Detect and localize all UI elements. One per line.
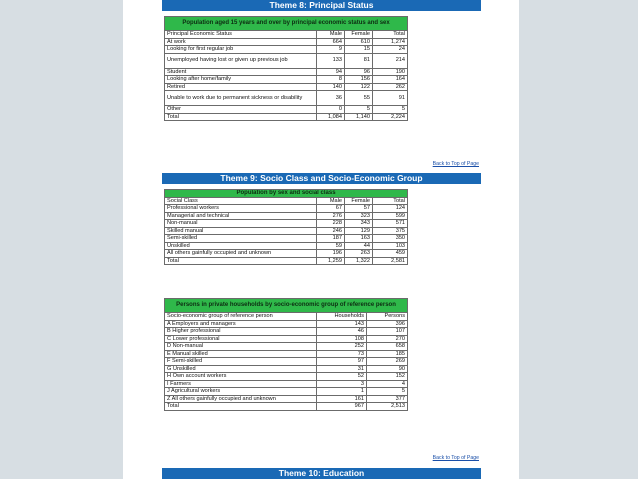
cell-value: 262	[373, 83, 408, 91]
cell-value: 107	[367, 328, 408, 336]
row-label: All others gainfully occupied and unknown	[165, 250, 317, 258]
cell-value: 8	[317, 76, 345, 84]
cell-value: 73	[317, 350, 367, 358]
table-header-row	[165, 31, 408, 39]
table-row	[165, 242, 408, 250]
cell-value: 46	[317, 328, 367, 336]
cell-value: 97	[317, 358, 367, 366]
table-row	[165, 380, 408, 388]
table-row	[165, 250, 408, 258]
row-label: Unskilled	[165, 242, 317, 250]
cell-value: 103	[373, 242, 408, 250]
column-header: Female	[345, 31, 373, 39]
table-row	[165, 320, 408, 328]
table-row	[165, 53, 408, 68]
cell-value: 1,274	[373, 38, 408, 46]
cell-value: 4	[367, 380, 408, 388]
cell-value: 9	[317, 46, 345, 54]
cell-value: 133	[317, 53, 345, 68]
table-header-row	[165, 313, 408, 321]
row-label: Total	[165, 403, 317, 411]
table-row	[165, 83, 408, 91]
cell-value: 375	[373, 227, 408, 235]
cell-value: 2,513	[367, 403, 408, 411]
row-label: Unemployed having lost or given up previous job	[165, 53, 317, 68]
cell-value: 1,084	[317, 113, 345, 121]
table-row	[165, 328, 408, 336]
cell-value: 94	[317, 68, 345, 76]
back-to-top-link[interactable]: Back to Top of Page	[432, 161, 479, 167]
row-label: J Agricultural workers	[165, 388, 317, 396]
table-total-row	[165, 113, 408, 121]
cell-value: 31	[317, 365, 367, 373]
table-row	[165, 38, 408, 46]
cell-value: 571	[373, 220, 408, 228]
cell-value: 377	[367, 395, 408, 403]
cell-value: 187	[317, 235, 345, 243]
column-header: Female	[345, 197, 373, 205]
row-label: Non-manual	[165, 220, 317, 228]
cell-value: 52	[317, 373, 367, 381]
cell-value: 599	[373, 212, 408, 220]
table-row	[165, 343, 408, 351]
cell-value: 5	[345, 106, 373, 114]
theme9-heading: Theme 9: Socio Class and Socio-Economic Group	[162, 173, 481, 184]
cell-value: 1	[317, 388, 367, 396]
row-label: E Manual skilled	[165, 350, 317, 358]
column-header: Households	[317, 313, 367, 321]
cell-value: 91	[373, 91, 408, 106]
cell-value: 122	[345, 83, 373, 91]
row-label: G Unskilled	[165, 365, 317, 373]
cell-value: 196	[317, 250, 345, 258]
table-row	[165, 91, 408, 106]
cell-value: 658	[367, 343, 408, 351]
cell-value: 3	[317, 380, 367, 388]
row-label: Total	[165, 113, 317, 121]
row-label: Total	[165, 257, 317, 265]
cell-value: 152	[367, 373, 408, 381]
table-row	[165, 106, 408, 114]
cell-value: 5	[373, 106, 408, 114]
table-row	[165, 395, 408, 403]
row-label: Retired	[165, 83, 317, 91]
table-row	[165, 68, 408, 76]
cell-value: 15	[345, 46, 373, 54]
table-row	[165, 350, 408, 358]
table-row	[165, 76, 408, 84]
cell-value: 140	[317, 83, 345, 91]
theme10-heading: Theme 10: Education	[162, 468, 481, 479]
cell-value: 44	[345, 242, 373, 250]
cell-value: 459	[373, 250, 408, 258]
column-header: Persons	[367, 313, 408, 321]
cell-value: 67	[317, 205, 345, 213]
table-row	[165, 335, 408, 343]
row-label: At work	[165, 38, 317, 46]
cell-value: 214	[373, 53, 408, 68]
row-label: A Employers and managers	[165, 320, 317, 328]
cell-value: 323	[345, 212, 373, 220]
row-label: B Higher professional	[165, 328, 317, 336]
cell-value: 967	[317, 403, 367, 411]
cell-value: 2,581	[373, 257, 408, 265]
row-label: Semi-skilled	[165, 235, 317, 243]
cell-value: 343	[345, 220, 373, 228]
table-row	[165, 373, 408, 381]
row-label: Managerial and technical	[165, 212, 317, 220]
cell-value: 24	[373, 46, 408, 54]
row-label: Z All others gainfully occupied and unknown	[165, 395, 317, 403]
cell-value: 96	[345, 68, 373, 76]
row-label: Unable to work due to permanent sickness or disability	[165, 91, 317, 106]
row-label: D Non-manual	[165, 343, 317, 351]
table-row	[165, 388, 408, 396]
column-header: Principal Economic Status	[165, 31, 317, 39]
column-header: Total	[373, 197, 408, 205]
table-row	[165, 365, 408, 373]
cell-value: 108	[317, 335, 367, 343]
cell-value: 81	[345, 53, 373, 68]
cell-value: 5	[367, 388, 408, 396]
row-label: Other	[165, 106, 317, 114]
table-row	[165, 358, 408, 366]
column-header: Socio-economic group of reference person	[165, 313, 317, 321]
row-label: H Own account workers	[165, 373, 317, 381]
cell-value: 129	[345, 227, 373, 235]
cell-value: 270	[367, 335, 408, 343]
row-label: I Farmers	[165, 380, 317, 388]
row-label: C Lower professional	[165, 335, 317, 343]
cell-value: 276	[317, 212, 345, 220]
row-label: Professional workers	[165, 205, 317, 213]
cell-value: 59	[317, 242, 345, 250]
social-class-table	[164, 189, 408, 265]
cell-value: 610	[345, 38, 373, 46]
cell-value: 1,140	[345, 113, 373, 121]
cell-value: 0	[317, 106, 345, 114]
cell-value: 1,259	[317, 257, 345, 265]
cell-value: 124	[373, 205, 408, 213]
cell-value: 252	[317, 343, 367, 351]
table-row	[165, 212, 408, 220]
theme8-heading: Theme 8: Principal Status	[162, 0, 481, 11]
row-label: Looking after home/family	[165, 76, 317, 84]
cell-value: 1,322	[345, 257, 373, 265]
cell-value: 263	[345, 250, 373, 258]
socio-economic-group-table	[164, 298, 408, 411]
cell-value: 36	[317, 91, 345, 106]
cell-value: 246	[317, 227, 345, 235]
cell-value: 664	[317, 38, 345, 46]
table-total-row	[165, 403, 408, 411]
column-header: Male	[317, 31, 345, 39]
table-title: Population by sex and social class	[165, 190, 408, 198]
table-row	[165, 205, 408, 213]
column-header: Male	[317, 197, 345, 205]
row-label: Looking for first regular job	[165, 46, 317, 54]
cell-value: 350	[373, 235, 408, 243]
cell-value: 185	[367, 350, 408, 358]
cell-value: 164	[373, 76, 408, 84]
table-title: Population aged 15 years and over by principal economic status and sex	[165, 17, 408, 31]
row-label: F Semi-skilled	[165, 358, 317, 366]
cell-value: 2,224	[373, 113, 408, 121]
table-row	[165, 46, 408, 54]
column-header: Social Class	[165, 197, 317, 205]
table-row	[165, 235, 408, 243]
table-row	[165, 227, 408, 235]
cell-value: 163	[345, 235, 373, 243]
table-title: Persons in private households by socio-economic group of reference person	[165, 299, 408, 313]
table-row	[165, 220, 408, 228]
cell-value: 143	[317, 320, 367, 328]
cell-value: 156	[345, 76, 373, 84]
document-page	[123, 0, 519, 479]
cell-value: 190	[373, 68, 408, 76]
column-header: Total	[373, 31, 408, 39]
back-to-top-link[interactable]: Back to Top of Page	[432, 455, 479, 461]
table-total-row	[165, 257, 408, 265]
cell-value: 228	[317, 220, 345, 228]
principal-status-table	[164, 16, 408, 121]
cell-value: 55	[345, 91, 373, 106]
table-header-row	[165, 197, 408, 205]
cell-value: 161	[317, 395, 367, 403]
row-label: Student	[165, 68, 317, 76]
cell-value: 396	[367, 320, 408, 328]
cell-value: 90	[367, 365, 408, 373]
cell-value: 269	[367, 358, 408, 366]
cell-value: 57	[345, 205, 373, 213]
row-label: Skilled manual	[165, 227, 317, 235]
